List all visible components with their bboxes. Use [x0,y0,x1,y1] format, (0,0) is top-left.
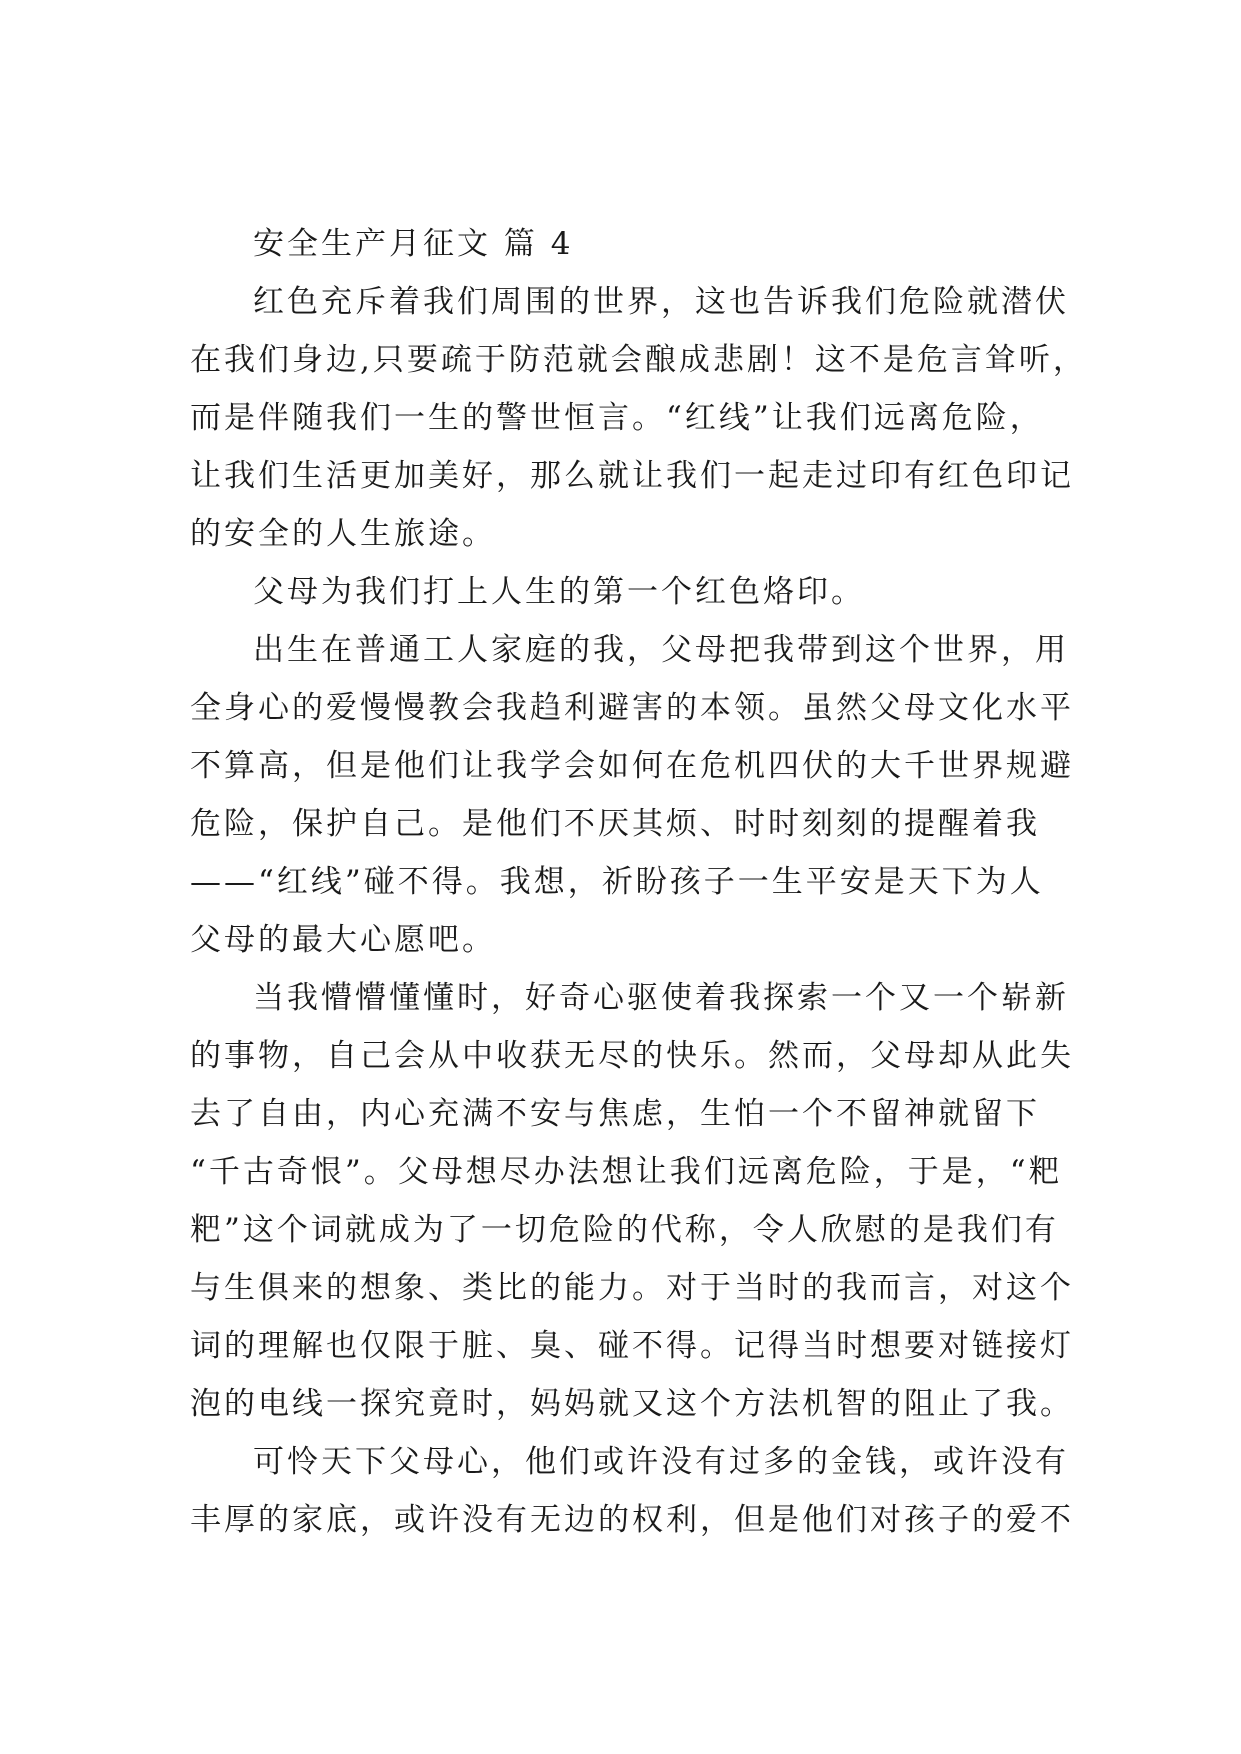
paragraph [190,563,1060,621]
text-line: “千古奇恨”。父母想尽办法想让我们远离危险，于是，“粑 [190,1154,1063,1190]
text-line: 可怜天下父母心，他们或许没有过多的金钱，或许没有 [253,1444,1069,1480]
text-line: 父母为我们打上人生的第一个红色烙印。 [253,574,865,610]
text-line: 丰厚的家底，或许没有无边的权利，但是他们对孩子的爱不 [190,1502,1074,1538]
text-line: 红色充斥着我们周围的世界，这也告诉我们危险就潜伏 [253,284,1069,320]
text-line: 去了自由，内心充满不安与焦虑，生怕一个不留神就留下 [190,1096,1040,1132]
text-line: 在我们身边,只要疏于防范就会酿成悲剧！这不是危言耸听， [190,342,1087,378]
paragraph [190,1433,1074,1549]
paragraph [190,969,1074,1433]
text-line: 危险，保护自己。是他们不厌其烦、时时刻刻的提醒着我 [190,806,1040,842]
text-line: 泡的电线一探究竟时，妈妈就又这个方法机智的阻止了我。 [190,1386,1074,1422]
text-line: 的事物，自己会从中收获无尽的快乐。然而，父母却从此失 [190,1038,1074,1074]
text-line: 出生在普通工人家庭的我，父母把我带到这个世界，用 [253,632,1069,668]
text-line: 不算高，但是他们让我学会如何在危机四伏的大千世界规避 [190,748,1074,784]
paragraph [190,621,1074,969]
text-line: 粑”这个词就成为了一切危险的代称，令人欣慰的是我们有 [190,1212,1059,1248]
section-heading: 安全生产月征文 篇 4 [253,226,574,262]
text-line: 让我们生活更加美好，那么就让我们一起走过印有红色印记 [190,458,1074,494]
text-line: 的安全的人生旅途。 [190,516,496,552]
text-line: 全身心的爱慢慢教会我趋利避害的本领。虽然父母文化水平 [190,690,1074,726]
text-line: 父母的最大心愿吧。 [190,922,496,958]
text-line: ——“红线”碰不得。我想，祈盼孩子一生平安是天下为人 [190,864,1044,900]
document-body [190,215,1087,1549]
text-line: 词的理解也仅限于脏、臭、碰不得。记得当时想要对链接灯 [190,1328,1074,1364]
text-line: 与生俱来的想象、类比的能力。对于当时的我而言，对这个 [190,1270,1074,1306]
paragraph [190,273,1087,563]
text-line: 而是伴随我们一生的警世恒言。“红线”让我们远离危险， [190,400,1044,436]
text-line: 当我懵懵懂懂时，好奇心驱使着我探索一个又一个崭新 [253,980,1069,1016]
